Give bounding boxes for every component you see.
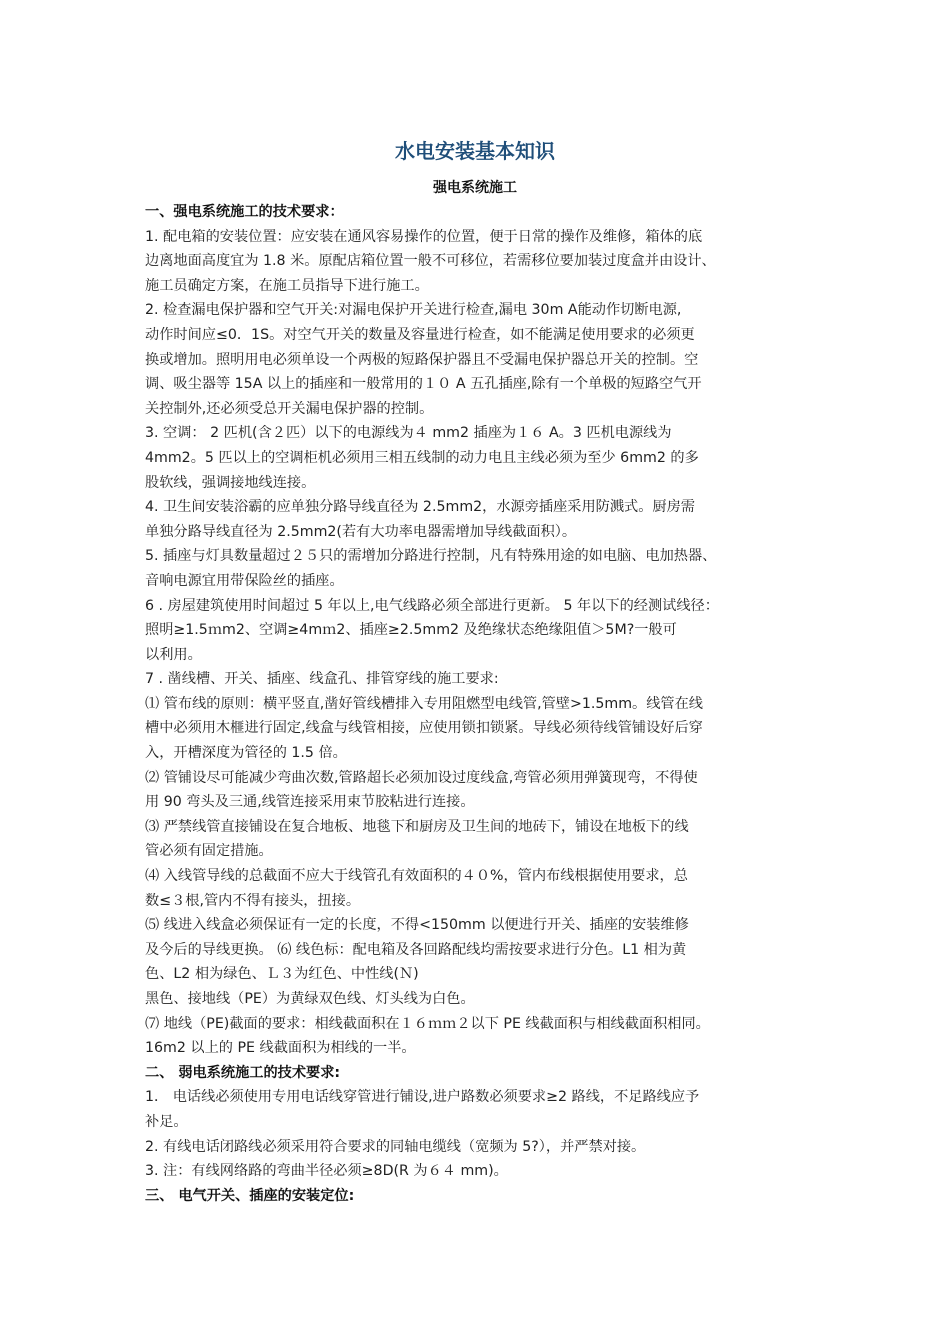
- paragraph-line: 槽中必须用木榧进行固定,线盒与线管相接，应使用锁扣锁紧。导线必须待线管铺设好后穿: [145, 720, 703, 737]
- paragraph-line: 动作时间应≤0．1S。对空气开关的数量及容量进行检查，如不能满足使用要求的必须更: [145, 326, 695, 343]
- paragraph-line: ⑴ 管布线的原则：横平竖直,凿好管线槽排入专用阻燃型电线管,管壁>1.5mm。线管在线: [145, 695, 703, 712]
- paragraph-line: 5. 插座与灯具数量超过２５只的需增加分路进行控制，凡有特殊用途的如电脑、电加热器、: [145, 548, 717, 565]
- paragraph-line: 2. 检查漏电保护器和空气开关:对漏电保护开关进行检查,漏电 30m A能动作切断电源,: [145, 302, 682, 319]
- paragraph-line: 色、L2 相为绿色、Ｌ３为红色、中性线(Ｎ): [145, 966, 419, 983]
- document-subtitle: 强电系统施工: [433, 180, 517, 196]
- paragraph-line: 4mm2。5 匹以上的空调柜机必须用三相五线制的动力电且主线必须为至少 6mm2 的多: [145, 449, 699, 466]
- paragraph-line: 换或增加。照明用电必须单设一个两极的短路保护器且不受漏电保护器总开关的控制。空: [145, 351, 699, 368]
- paragraph-line: 股软线，强调接地线连接。: [145, 474, 316, 491]
- paragraph-line: 施工员确定方案，在施工员指导下进行施工。: [145, 277, 429, 294]
- paragraph-line: 1. 配电箱的安装位置：应安装在通风容易操作的位置，便于日常的操作及维修，箱体的底: [145, 228, 703, 245]
- paragraph-line: 黑色、接地线（PE）为黄绿双色线、灯头线为白色。: [145, 991, 475, 1007]
- document-body: [145, 200, 825, 1208]
- paragraph-line: 调、吸尘器等 15A 以上的插座和一般常用的１０ A 五孔插座,除有一个单极的短路空气开: [145, 376, 702, 393]
- paragraph-line: 7 . 凿线槽、开关、插座、线盒孔、排管穿线的施工要求:: [145, 671, 499, 688]
- paragraph-line: 4. 卫生间安装浴霸的应单独分路导线直径为 2.5mm2，水源旁插座采用防溅式。厨房需: [145, 499, 695, 516]
- section-heading: 二、 弱电系统施工的技术要求:: [145, 1064, 341, 1081]
- paragraph-line: 2. 有线电话闭路线必须采用符合要求的同轴电缆线（宽频为 5?），并严禁对接。: [145, 1138, 646, 1155]
- paragraph-line: 关控制外,还必须受总开关漏电保护器的控制。: [145, 400, 434, 417]
- section-heading: 一、强电系统施工的技术要求：: [145, 204, 344, 220]
- paragraph-line: 边离地面高度宜为 1.8 米。原配店箱位置一般不可移位，若需移位要加装过度盒并由设计、: [145, 253, 716, 270]
- paragraph-line: 补足。: [145, 1113, 188, 1130]
- paragraph-line: 数≤３根,管内不得有接头，扭接。: [145, 892, 361, 909]
- paragraph-line: ⑺ 地线（PE)截面的要求：相线截面积在１６ｍｍ２以下 PE 线截面积与相线截面积相同。: [145, 1015, 710, 1032]
- paragraph-line: 1． 电话线必须使用专用电话线穿管进行铺设,进户路数必须要求≥2 路线，不足路线应予: [145, 1089, 700, 1106]
- paragraph-line: ⑷ 入线管导线的总截面不应大于线管孔有效面积的４０%，管内布线根据使用要求，总: [145, 868, 688, 885]
- paragraph-line: 及今后的导线更换。 ⑹ 线色标：配电箱及各回路配线均需按要求进行分色。L1 相为黄: [145, 941, 687, 958]
- section-heading: 三、 电气开关、插座的安装定位:: [145, 1187, 355, 1204]
- paragraph-line: 照明≥1.5ｍm2、空调≥4mｍ2、插座≥2.5mm2 及绝缘状态绝缘阻值＞5M?一般可: [145, 622, 677, 639]
- paragraph-line: 6 . 房屋建筑使用时间超过 5 年以上,电气线路必须全部进行更新。 5 年以下的经测试线径：: [145, 597, 719, 614]
- paragraph-line: 以利用。: [145, 646, 202, 663]
- paragraph-line: 单独分路导线直径为 2.5mm2(若有大功率电器需增加导线截面积）。: [145, 523, 577, 540]
- paragraph-line: 3. 空调： 2 匹机(含２匹）以下的电源线为４ mm2 插座为１６ A。3 匹机电源线为: [145, 425, 672, 442]
- document-title: 水电安装基本知识: [395, 139, 555, 163]
- paragraph-line: 用 90 弯头及三通,线管连接采用束节胶粘进行连接。: [145, 794, 475, 811]
- paragraph-line: 音响电源宜用带保险丝的插座。: [145, 572, 344, 589]
- paragraph-line: 3. 注：有线网络路的弯曲半径必须≥8D(R 为６４ mm)。: [145, 1163, 508, 1180]
- paragraph-line: ⑵ 管铺设尽可能减少弯曲次数,管路超长必须加设过度线盒,弯管必须用弹簧现弯，不得使: [145, 769, 698, 786]
- paragraph-line: 16m2 以上的 PE 线截面积为相线的一半。: [145, 1040, 416, 1057]
- paragraph-line: ⑸ 线进入线盒必须保证有一定的长度，不得<150mm 以便进行开关、插座的安装维修: [145, 917, 689, 934]
- paragraph-line: ⑶ 严禁线管直接铺设在复合地板、地毯下和厨房及卫生间的地砖下，铺设在地板下的线: [145, 818, 689, 835]
- paragraph-line: 管必须有固定措施。: [145, 843, 273, 860]
- paragraph-line: 入，开槽深度为管径的 1.5 倍。: [145, 745, 347, 762]
